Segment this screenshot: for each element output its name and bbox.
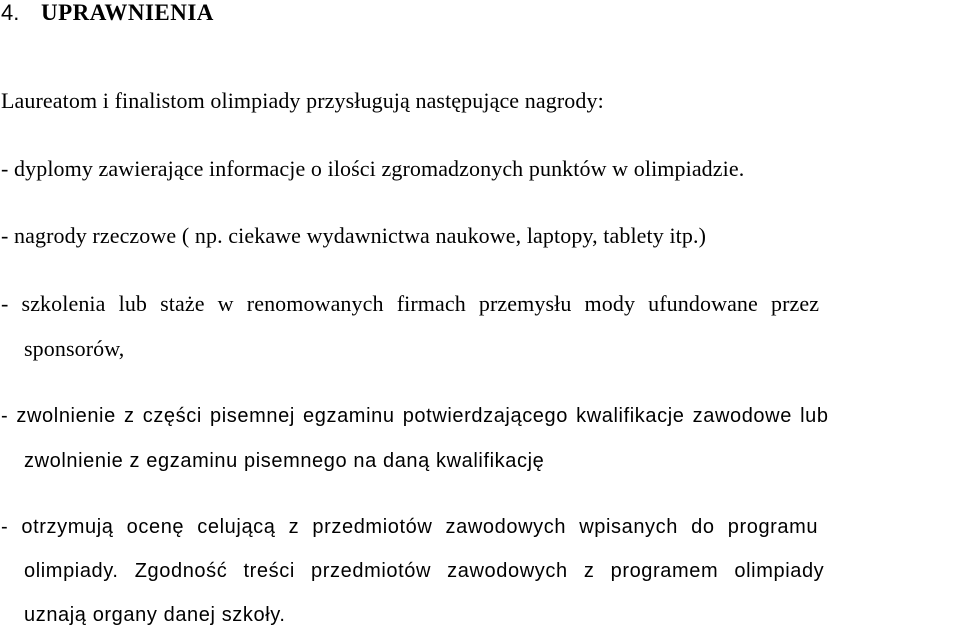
list-item-prizes: - nagrody rzeczowe ( np. ciekawe wydawnictwa naukowe, laptopy, tablety itp.): [1, 223, 707, 248]
list-item-grade-line3: uznają organy danej szkoły.: [24, 604, 286, 626]
section-number: 4.: [1, 0, 20, 25]
list-item-exemption-line2: zwolnienie z egzaminu pisemnego na daną kwalifikację: [24, 450, 545, 472]
list-item-trainings-line2: sponsorów,: [24, 336, 125, 361]
list-item-grade-line2: olimpiady. Zgodność treści przedmiotów zawodowych z programem olimpiady: [24, 560, 825, 582]
list-item-grade-line1: - otrzymują ocenę celującą z przedmiotów zawodowych wpisanych do programu: [1, 516, 819, 538]
section-title: UPRAWNIENIA: [41, 0, 214, 25]
list-item-exemption-line1: - zwolnienie z części pisemnej egzaminu potwierdzającego kwalifikacje zawodowe lub: [1, 405, 829, 427]
list-item-diplomas: - dyplomy zawierające informacje o ilości zgromadzonych punktów w olimpiadzie.: [1, 156, 745, 181]
list-item-trainings-line1: - szkolenia lub staże w renomowanych firmach przemysłu mody ufundowane przez: [1, 291, 820, 316]
intro-paragraph: Laureatom i finalistom olimpiady przysługują następujące nagrody:: [1, 88, 604, 113]
